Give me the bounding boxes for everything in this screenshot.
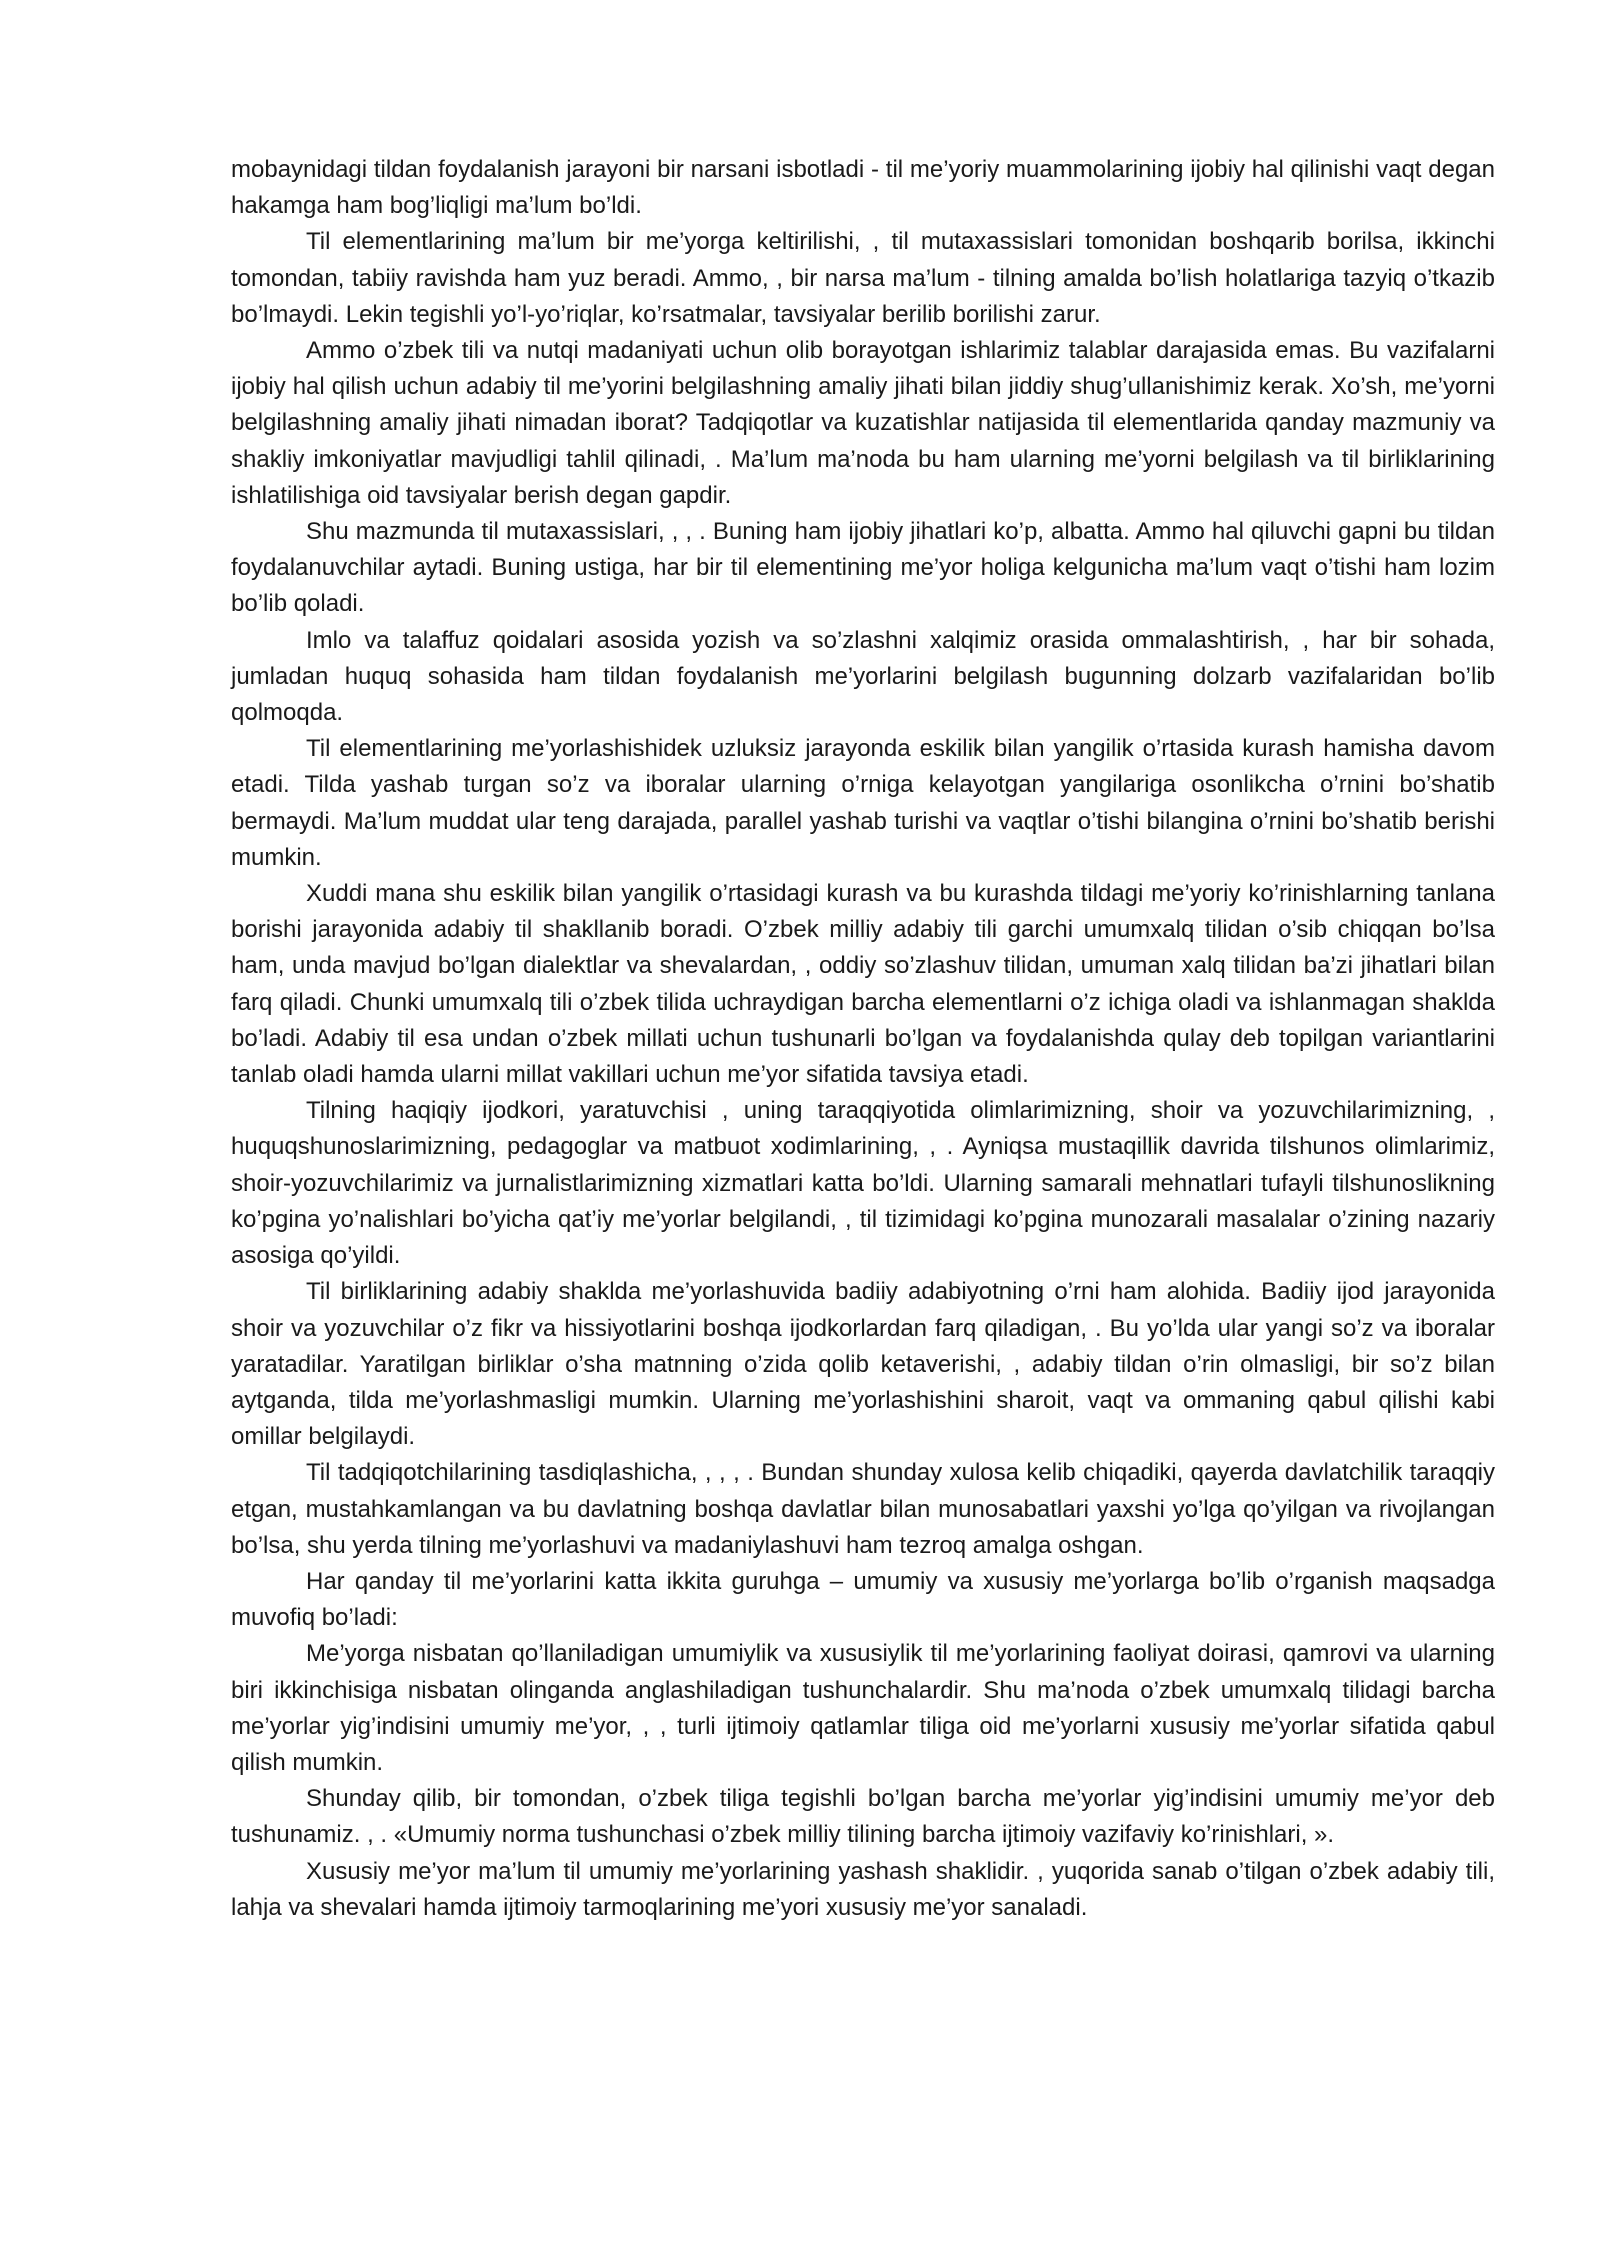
paragraph-9: Til birliklarining adabiy shaklda me’yorlashuvida badiiy adabiyotning o’rni ham alohida. Badiiy ijod jarayonida shoir va yozuvchilar o’z fikr va hissiyotlarini boshqa ijodkorlardan farq qiladigan, . Bu yo’lda ular yangi so’z va iboralar yaratadilar. Yaratilgan birliklar o’sha matnning o’zida qolib ketaverishi, , adabiy tildan o’rin olmasligi, bir so’z bilan aytganda, tilda me’yorlashmasligi mumkin. Ularning me’yorlashishini sharoit, vaqt va ommaning qabul qilishi kabi omillar belgilaydi.: [231, 1278, 1495, 1451]
paragraph-5: Imlo va talaffuz qoidalari asosida yozish va so’zlashni xalqimiz orasida ommalashtirish, , har bir sohada, jumladan huquq sohasida ham tildan foydalanish me’yorlarini belgilash bugunning dolzarb vazifalaridan bo’lib qolmoqda.: [231, 626, 1495, 727]
paragraph-11: Har qanday til me’yorlarini katta ikkita guruhga – umumiy va xususiy me’yorlarga bo’lib o’rganish maqsadga muvofiq bo’ladi:: [231, 1567, 1495, 1632]
paragraph-7: Xuddi mana shu eskilik bilan yangilik o’rtasidagi kurash va bu kurashda tildagi me’yoriy ko’rinishlarning tanlana borishi jarayonida adabiy til shakllanib boradi. O’zbek milliy adabiy tili garchi umumxalq tilidan o’sib chiqqan bo’lsa ham, unda mavjud bo’lgan dialektlar va shevalardan, , oddiy so’zlashuv tilidan, umuman xalq tilidan ba’zi jihatlari bilan farq qiladi. Chunki umumxalq tili o’zbek tilida uchraydigan barcha elementlarni o’z ichiga oladi va ishlanmagan shaklda bo’ladi. Adabiy til esa undan o’zbek millati uchun tushunarli bo’lgan va foydalanishda qulay deb topilgan variantlarini tanlab oladi hamda ularni millat vakillari uchun me’yor sifatida tavsiya etadi.: [231, 880, 1495, 1089]
paragraph-6: Til elementlarining me’yorlashishidek uzluksiz jarayonda eskilik bilan yangilik o’rtasida kurash hamisha davom etadi. Tilda yashab turgan so’z va iboralar ularning o’rniga kelayotgan yangilariga osonlikcha o’rnini bo’shatib bermaydi. Ma’lum muddat ular teng darajada, parallel yashab turishi va vaqtlar o’tishi bilangina o’rnini bo’shatib berishi mumkin.: [231, 735, 1495, 871]
paragraph-3: Ammo o’zbek tili va nutqi madaniyati uchun olib borayotgan ishlarimiz talablar darajasida emas. Bu vazifalarni ijobiy hal qilish uchun adabiy til me’yorini belgilashning amaliy jihati bilan jiddiy shug’ullanishimiz kerak. Xo’sh, me’yorni belgilashning amaliy jihati nimadan iborat? Tadqiqotlar va kuzatishlar natijasida til elementlarida qanday mazmuniy va shakliy imkoniyatlar mavjudligi tahlil qilinadi, . Ma’lum ma’noda bu ham ularning me’yorni belgilash va til birliklarining ishlatilishiga oid tavsiyalar berish degan gapdir.: [231, 337, 1495, 509]
paragraph-12: Me’yorga nisbatan qo’llaniladigan umumiylik va xususiylik til me’yorlarining faoliyat doirasi, qamrovi va ularning biri ikkinchisiga nisbatan olinganda anglashiladigan tushunchalardir. Shu ma’noda o’zbek umumxalq tilidagi barcha me’yorlar yig’indisini umumiy me’yor, , , turli ijtimoiy qatlamlar tiliga oid me’yorlarni xususiy me’yorlar sifatida qabul qilish mumkin.: [231, 1640, 1495, 1776]
paragraph-10: Til tadqiqotchilarining tasdiqlashicha, , , , . Bundan shunday xulosa kelib chiqadiki, qayerda davlatchilik taraqqiy etgan, mustahkamlangan va bu davlatning boshqa davlatlar bilan munosabatlari yaxshi yo’lga qo’yilgan va rivojlangan bo’lsa, shu yerda tilning me’yorlashuvi va madaniylashuvi ham tezroq amalga oshgan.: [231, 1459, 1495, 1559]
paragraph-4: Shu mazmunda til mutaxassislari, , , . Buning ham ijobiy jihatlari ko’p, albatta. Ammo hal qiluvchi gapni bu tildan foydalanuvchilar aytadi. Buning ustiga, har bir til elementining me’yor holiga kelgunicha ma’lum vaqt o’tishi ham lozim bo’lib qoladi.: [231, 518, 1495, 618]
document-page: [231, 152, 1495, 1926]
paragraph-14: Xususiy me’yor ma’lum til umumiy me’yorlarining yashash shaklidir. , yuqorida sanab o’tilgan o’zbek adabiy tili, lahja va shevalari hamda ijtimoiy tarmoqlarining me’yori xususiy me’yor sanaladi.: [231, 1857, 1495, 1921]
paragraph-1: mobaynidagi tildan foydalanish jarayoni bir narsani isbotladi - til me’yoriy muammolarining ijobiy hal qilinishi vaqt degan hakamga ham bog’liqligi ma’lum bo’ldi.: [231, 156, 1495, 220]
paragraph-2: Til elementlarining ma’lum bir me’yorga keltirilishi, , til mutaxassislari tomonidan boshqarib borilsa, ikkinchi tomondan, tabiiy ravishda ham yuz beradi. Ammo, , bir narsa ma’lum - tilning amalda bo’lish holatlariga tazyiq o’tkazib bo’lmaydi. Lekin tegishli yo’l-yo’riqlar, ko’rsatmalar, tavsiyalar berilib borilishi zarur.: [231, 228, 1495, 328]
paragraph-13: Shunday qilib, bir tomondan, o’zbek tiliga tegishli bo’lgan barcha me’yorlar yig’indisini umumiy me’yor deb tushunamiz. , . «Umumiy norma tushunchasi o’zbek milliy tilining barcha ijtimoiy vazifaviy ko’rinishlari, ».: [231, 1785, 1495, 1849]
paragraph-8: Tilning haqiqiy ijodkori, yaratuvchisi , uning taraqqiyotida olimlarimizning, shoir va yozuvchilarimizning, , huquqshunoslarimizning, pedagoglar va matbuot xodimlarining, , . Ayniqsa mustaqillik davrida tilshunos olimlarimiz, shoir-yozuvchilarimiz va jurnalistlarimizning xizmatlari katta bo’ldi. Ularning samarali mehnatlari tufayli tilshunoslikning ko’pgina yo’nalishlari bo’yicha qat’iy me’yorlar belgilandi, , til tizimidagi ko’pgina munozarali masalalar o’zining nazariy asosiga qo’yildi.: [231, 1097, 1495, 1270]
